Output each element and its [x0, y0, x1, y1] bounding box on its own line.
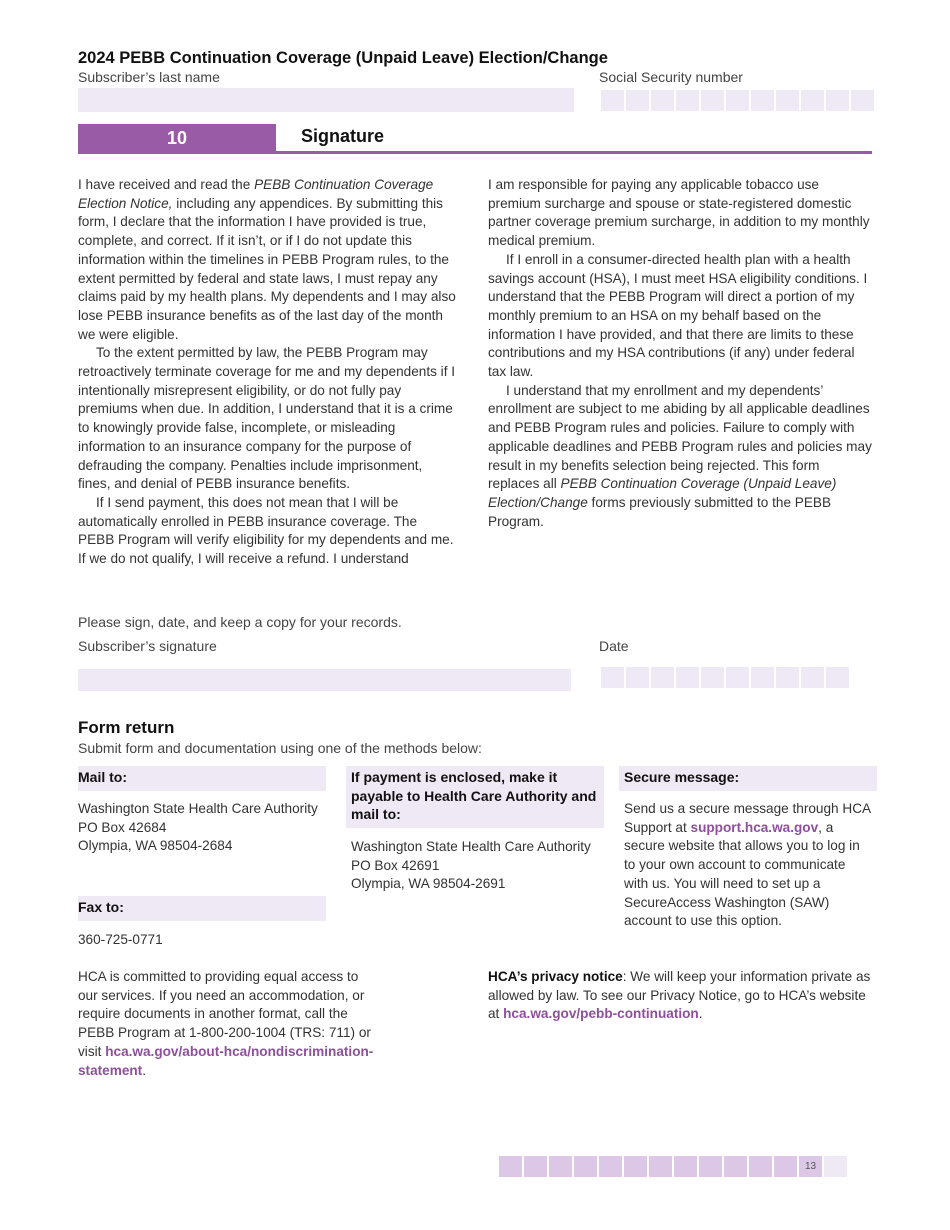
sign-instruction: Please sign, date, and keep a copy for your records.: [78, 614, 402, 630]
page-footer-strip: [499, 1156, 847, 1177]
declaration-paragraph-5: If I enroll in a consumer-directed health plan with a health savings account (HSA), I must meet HSA eligibility conditions. I understand that the PEBB Program will direct a portion of my monthly premium to an HSA on my behalf based on the information I have provided, and that there are limits to these contributions and my HSA contributions (if any) under federal tax law.: [488, 251, 868, 380]
section-number: 10: [78, 124, 276, 154]
declaration-paragraph-4: I am responsible for paying any applicable tobacco use premium surcharge and spouse or state-registered domestic partner coverage premium surcharge, in addition to my monthly medical premium.: [488, 177, 870, 249]
pebb-continuation-link[interactable]: hca.wa.gov/pebb-continuation: [503, 1006, 699, 1022]
declaration-left-column: [78, 176, 456, 569]
last-name-label: Subscriber’s last name: [78, 69, 220, 85]
privacy-notice: HCA’s privacy notice: We will keep your information private as allowed by law. To see our Privacy Notice, go to HCA’s website at hca.wa.gov/pebb-continuation.: [488, 969, 871, 1022]
payment-address: Washington State Health Care Authority PO Box 42691 Olympia, WA 98504-2691: [351, 839, 591, 892]
section-rule: [276, 151, 872, 154]
date-field[interactable]: [601, 667, 849, 688]
nondiscrimination-link[interactable]: hca.wa.gov/about-hca/nondiscrimination-statement: [78, 1043, 374, 1078]
form-return-subheading: Submit form and documentation using one of the methods below:: [78, 740, 482, 756]
declaration-paragraph-6: I understand that my enrollment and my dependents’ enrollment are subject to me abiding by all applicable deadlines and PEBB Program rules and policies. Failure to comply with applicable deadlines and PEBB Program rules and policies may result in my benefits selection being rejected. This form replaces all PEBB Continuation Coverage (Unpaid Leave) Election/Change forms previously submitted to the PEBB Program.: [488, 382, 872, 529]
ssn-field[interactable]: [601, 90, 874, 111]
form-return-heading: Form return: [78, 718, 175, 737]
date-label: Date: [599, 638, 629, 654]
last-name-field[interactable]: [78, 88, 574, 112]
secure-link[interactable]: support.hca.wa.gov: [690, 819, 819, 835]
mail-header: Mail to:: [78, 766, 326, 791]
fax-header: Fax to:: [78, 896, 326, 921]
signature-field[interactable]: [78, 669, 571, 691]
ssn-label: Social Security number: [599, 69, 743, 85]
signature-label: Subscriber’s signature: [78, 638, 217, 654]
secure-text: Send us a secure message through HCA Support at support.hca.wa.gov, a secure website that allows you to log in to your own account to communicate with us. You will need to set up a SecureAccess Washington (SAW) account to use this option.: [624, 801, 871, 929]
section-title: Signature: [301, 126, 385, 146]
declaration-paragraph-2: To the extent permitted by law, the PEBB Program may retroactively terminate coverage for me and my dependents if I intentionally misrepresent eligibility, or do not fully pay premiums when due. In addition, I understand that it is a crime to knowingly provide false, incomplete, or misleading information to an insurance company for the purpose of defrauding the company. Penalties include imprisonment, fines, and denial of PEBB insurance benefits.: [78, 345, 456, 492]
section-header: [78, 124, 872, 154]
page-title: 2024 PEBB Continuation Coverage (Unpaid Leave) Election/Change: [78, 49, 608, 67]
secure-header: Secure message:: [619, 766, 877, 791]
declaration-right-column: [488, 176, 874, 531]
declaration-paragraph-3: If I send payment, this does not mean that I will be automatically enrolled in PEBB insurance coverage. The PEBB Program will verify eligibility for my dependents and me. If we do not qualify, I will receive a refund. I understand: [78, 494, 454, 567]
page-number: 13: [799, 1156, 822, 1177]
payment-header: If payment is enclosed, make it payable to Health Care Authority and mail to:: [346, 766, 604, 828]
mail-address: Washington State Health Care Authority PO Box 42684 Olympia, WA 98504-2684: [78, 801, 318, 854]
declaration-paragraph-1: I have received and read the PEBB Continuation Coverage Election Notice, including any appendices. By submitting this form, I declare that the information I have provided is true, complete, and correct. If it isn’t, or if I do not update this information within the timelines in PEBB Program rules, to the extent permitted by federal and state laws, I must repay any claims paid by my health plans. My dependents and I may also lose PEBB insurance benefits as of the last day of the month we were eligible.: [78, 177, 456, 342]
equal-access-notice: HCA is committed to providing equal access to our services. If you need an accommodation, or require documents in another format, call the PEBB Program at 1-800-200-1004 (TRS: 711) or visit hca.wa.gov/about-hca/nondiscrimination-statement.: [78, 969, 374, 1078]
fax-number: 360-725-0771: [78, 932, 163, 947]
